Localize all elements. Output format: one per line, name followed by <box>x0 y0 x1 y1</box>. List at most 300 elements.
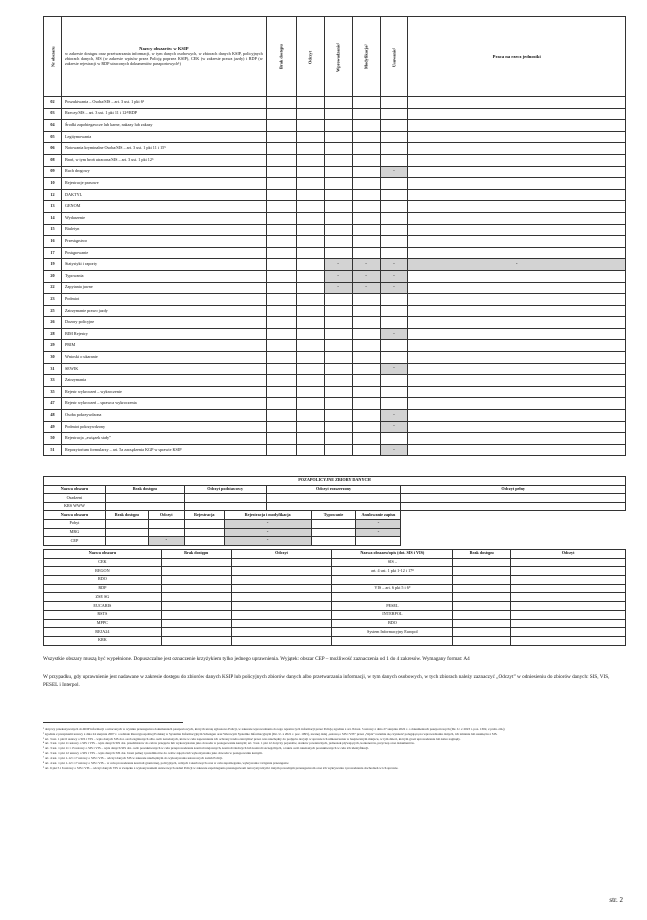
permission-cell[interactable] <box>352 386 380 398</box>
row-number: 31 <box>44 363 62 375</box>
permission-cell[interactable] <box>296 224 324 236</box>
permission-cell[interactable] <box>408 131 626 143</box>
permission-cell[interactable] <box>352 421 380 433</box>
poza-cell[interactable] <box>184 494 266 503</box>
poza-cell[interactable]: - <box>224 519 311 528</box>
permission-cell[interactable] <box>266 294 296 306</box>
permission-cell[interactable] <box>380 120 408 132</box>
permission-cell[interactable] <box>352 305 380 317</box>
permission-cell[interactable] <box>352 340 380 352</box>
other-left-name: CEK <box>44 558 162 567</box>
row-number: 13 <box>44 201 62 213</box>
col-name-desc: w zakresie dostępu oraz przetwarzania informacji, w tym danych osobowych, w zbiorach danych KSIP, policyjnych zbiorach danych, SIS (w zakresie wpisów przez Policję poprzez KSIP), CEK (w zakresie prawa jazdy) i RDP (w zakresie rejestracji w RDP utraconych dokumentów paszportowych¹) <box>64 51 263 67</box>
permission-cell[interactable] <box>408 236 626 248</box>
permission-cell[interactable] <box>296 166 324 178</box>
other-left-brak[interactable] <box>161 567 231 576</box>
poza-cell[interactable] <box>311 537 356 546</box>
row-label: Zapytania jawne <box>61 282 266 294</box>
poza-cell[interactable] <box>266 502 401 511</box>
other-right-brak[interactable] <box>453 602 511 611</box>
other-right-odczyt[interactable] <box>511 558 626 567</box>
permission-cell[interactable] <box>296 328 324 340</box>
col-brak-header: Brak dostępu <box>266 17 296 97</box>
permission-cell[interactable] <box>380 224 408 236</box>
permission-cell[interactable] <box>380 178 408 190</box>
permission-cell[interactable] <box>324 143 352 155</box>
permission-cell[interactable] <box>408 120 626 132</box>
permission-cell[interactable] <box>408 317 626 329</box>
row-number: 30 <box>44 352 62 364</box>
permission-cell[interactable] <box>408 294 626 306</box>
permission-cell[interactable] <box>352 247 380 259</box>
permission-cell[interactable] <box>296 236 324 248</box>
other-left-odczyt[interactable] <box>231 593 332 602</box>
permission-cell[interactable] <box>324 294 352 306</box>
poza-cell[interactable] <box>184 502 266 511</box>
permission-cell[interactable] <box>380 352 408 364</box>
permission-cell[interactable]: - <box>380 363 408 375</box>
other-left-name: RDO <box>44 576 162 585</box>
permission-cell[interactable] <box>266 270 296 282</box>
permission-cell[interactable] <box>380 305 408 317</box>
table-row <box>44 444 626 456</box>
permission-cell[interactable] <box>408 363 626 375</box>
permission-cell[interactable] <box>324 340 352 352</box>
permission-cell[interactable] <box>352 178 380 190</box>
other-left-odczyt[interactable] <box>231 584 332 593</box>
poza-h2-rej: Rejestracja <box>184 511 224 520</box>
permission-cell[interactable] <box>296 259 324 271</box>
permission-cell[interactable] <box>296 444 324 456</box>
permission-cell[interactable] <box>324 166 352 178</box>
permission-cell[interactable] <box>408 444 626 456</box>
permission-cell[interactable] <box>380 131 408 143</box>
permission-cell[interactable] <box>324 154 352 166</box>
permission-cell[interactable] <box>352 236 380 248</box>
permission-cell[interactable] <box>296 270 324 282</box>
permission-cell[interactable] <box>266 201 296 213</box>
row-number: 25 <box>44 305 62 317</box>
other-left-odczyt[interactable] <box>231 610 332 619</box>
permission-cell[interactable] <box>352 212 380 224</box>
permission-cell[interactable] <box>352 328 380 340</box>
permission-cell[interactable] <box>324 178 352 190</box>
permission-cell[interactable] <box>266 444 296 456</box>
permission-cell[interactable] <box>296 108 324 120</box>
permission-cell[interactable] <box>324 212 352 224</box>
other-right-odczyt[interactable] <box>511 593 626 602</box>
permission-cell[interactable] <box>408 398 626 410</box>
permission-cell[interactable]: - <box>352 259 380 271</box>
permission-cell[interactable] <box>266 328 296 340</box>
permission-cell[interactable] <box>296 363 324 375</box>
table-row <box>44 584 626 593</box>
permission-cell[interactable] <box>408 178 626 190</box>
permission-cell[interactable] <box>324 410 352 422</box>
permission-cell[interactable] <box>266 143 296 155</box>
permission-cell[interactable] <box>296 120 324 132</box>
poza-cell[interactable] <box>184 537 224 546</box>
permission-cell[interactable] <box>380 143 408 155</box>
permission-cell[interactable] <box>352 398 380 410</box>
permission-cell[interactable] <box>266 166 296 178</box>
permission-cell[interactable] <box>408 201 626 213</box>
other-left-brak[interactable] <box>161 576 231 585</box>
other-right-brak[interactable] <box>453 584 511 593</box>
permission-cell[interactable] <box>352 363 380 375</box>
other-right-brak[interactable] <box>453 636 511 645</box>
table-row <box>44 97 626 109</box>
permission-cell[interactable] <box>266 131 296 143</box>
permission-cell[interactable]: - <box>324 270 352 282</box>
permission-cell[interactable] <box>296 352 324 364</box>
permission-cell[interactable] <box>352 444 380 456</box>
poza-cell[interactable]: - <box>224 528 311 537</box>
other-right-name: System Informacyjny Europol <box>332 628 453 637</box>
other-left-name: RDP <box>44 584 162 593</box>
permission-cell[interactable] <box>266 178 296 190</box>
permission-cell[interactable] <box>296 247 324 259</box>
permission-cell[interactable] <box>380 154 408 166</box>
row-number: 49 <box>44 421 62 433</box>
permission-cell[interactable]: - <box>380 282 408 294</box>
permission-cell[interactable] <box>324 444 352 456</box>
permission-cell[interactable]: - <box>380 421 408 433</box>
poza-cell[interactable] <box>311 519 356 528</box>
permission-cell[interactable] <box>296 154 324 166</box>
permission-cell[interactable] <box>408 212 626 224</box>
row-label: Broń, w tym broń utracona/SIS – art. 3 ust. 1 pkt 12⁶ <box>61 154 266 166</box>
permission-cell[interactable] <box>408 375 626 387</box>
other-left-brak[interactable] <box>161 619 231 628</box>
permission-cell[interactable] <box>296 97 324 109</box>
permission-cell[interactable] <box>324 421 352 433</box>
poza-cell[interactable] <box>356 537 401 546</box>
other-left-brak[interactable] <box>161 636 231 645</box>
permission-cell[interactable] <box>324 375 352 387</box>
table-row <box>44 143 626 155</box>
permission-cell[interactable] <box>324 247 352 259</box>
permission-cell[interactable] <box>408 352 626 364</box>
permission-cell[interactable] <box>296 189 324 201</box>
permission-cell[interactable] <box>266 375 296 387</box>
permission-cell[interactable] <box>408 270 626 282</box>
row-label: Osoba pokrzywdzona <box>61 410 266 422</box>
permission-cell[interactable] <box>266 189 296 201</box>
permission-cell[interactable] <box>266 410 296 422</box>
poza-cell[interactable]: - <box>356 519 401 528</box>
poza-cell[interactable] <box>148 519 184 528</box>
permission-cell[interactable] <box>324 386 352 398</box>
permission-cell[interactable] <box>296 143 324 155</box>
permission-cell[interactable] <box>380 108 408 120</box>
permission-cell[interactable] <box>266 97 296 109</box>
permission-cell[interactable] <box>266 224 296 236</box>
permission-cell[interactable] <box>324 305 352 317</box>
permission-cell[interactable] <box>352 166 380 178</box>
permission-cell[interactable]: - <box>380 410 408 422</box>
permission-cell[interactable] <box>324 317 352 329</box>
table-row <box>44 189 626 201</box>
permission-cell[interactable] <box>266 352 296 364</box>
other-left-brak[interactable] <box>161 593 231 602</box>
permission-cell[interactable] <box>266 398 296 410</box>
permission-cell[interactable] <box>296 305 324 317</box>
table-row <box>44 328 626 340</box>
table-row <box>44 224 626 236</box>
permission-cell[interactable] <box>380 317 408 329</box>
permission-cell[interactable] <box>408 154 626 166</box>
row-label: DAKTYL <box>61 189 266 201</box>
permission-cell[interactable] <box>352 317 380 329</box>
other-right-odczyt[interactable] <box>511 610 626 619</box>
permission-cell[interactable] <box>324 352 352 364</box>
poza-cell[interactable] <box>105 537 148 546</box>
row-number: 12 <box>44 189 62 201</box>
poza-cell[interactable] <box>105 502 184 511</box>
permission-cell[interactable] <box>380 340 408 352</box>
row-number: 17 <box>44 247 62 259</box>
poza-cell[interactable] <box>105 528 148 537</box>
row-label: Przestępstwo <box>61 236 266 248</box>
other-left-odczyt[interactable] <box>231 576 332 585</box>
permission-cell[interactable]: - <box>380 270 408 282</box>
poza-cell[interactable] <box>148 528 184 537</box>
permission-cell[interactable] <box>408 189 626 201</box>
permission-cell[interactable] <box>408 247 626 259</box>
poza-cell[interactable] <box>266 494 401 503</box>
permission-cell[interactable] <box>296 433 324 445</box>
other-left-odczyt[interactable] <box>231 567 332 576</box>
permission-cell[interactable] <box>380 201 408 213</box>
permission-cell[interactable] <box>408 166 626 178</box>
other-right-odczyt[interactable] <box>511 636 626 645</box>
permission-cell[interactable] <box>352 143 380 155</box>
permission-cell[interactable]: - <box>324 259 352 271</box>
page-number: str. 2 <box>609 896 623 904</box>
permission-cell[interactable] <box>380 236 408 248</box>
other-right-odczyt[interactable] <box>511 628 626 637</box>
permission-cell[interactable] <box>266 317 296 329</box>
permission-cell[interactable] <box>408 410 626 422</box>
permission-cell[interactable] <box>296 375 324 387</box>
other-lh-odczyt: Odczyt <box>231 550 332 559</box>
other-right-odczyt[interactable] <box>511 576 626 585</box>
other-right-odczyt[interactable] <box>511 584 626 593</box>
other-left-brak[interactable] <box>161 602 231 611</box>
permission-cell[interactable] <box>266 340 296 352</box>
permission-cell[interactable] <box>324 97 352 109</box>
other-right-odczyt[interactable] <box>511 619 626 628</box>
other-left-brak[interactable] <box>161 610 231 619</box>
permission-cell[interactable] <box>296 201 324 213</box>
permission-cell[interactable] <box>266 363 296 375</box>
permission-cell[interactable] <box>296 421 324 433</box>
permission-cell[interactable] <box>380 433 408 445</box>
footnote: ⁶ art. 3 ust. 1 pkt 12 ustawy o SIS i VIS – wpis danych SIS dot. broni palnej i przedmiotów do celów zajęcia lub wykorzystania jako dowodu w postępowaniu karnym. <box>43 751 263 756</box>
permission-cell[interactable] <box>266 305 296 317</box>
other-left-odczyt[interactable] <box>231 628 332 637</box>
other-right-brak[interactable] <box>453 558 511 567</box>
permission-cell[interactable] <box>296 131 324 143</box>
row-label: Podmiot pokrzywdzony <box>61 421 266 433</box>
permission-cell[interactable] <box>266 154 296 166</box>
row-number: 10 <box>44 178 62 190</box>
permission-cell[interactable] <box>352 201 380 213</box>
permission-cell[interactable] <box>352 433 380 445</box>
permission-cell[interactable] <box>380 97 408 109</box>
permission-cell[interactable] <box>380 386 408 398</box>
other-left-odczyt[interactable] <box>231 602 332 611</box>
other-right-odczyt[interactable] <box>511 602 626 611</box>
row-label: Rejestracja „związek stały” <box>61 433 266 445</box>
permission-cell[interactable]: - <box>352 282 380 294</box>
poza-cell[interactable] <box>105 494 184 503</box>
permission-cell[interactable] <box>352 375 380 387</box>
permission-cell[interactable] <box>266 433 296 445</box>
row-label: Podmiot <box>61 294 266 306</box>
other-right-brak[interactable] <box>453 567 511 576</box>
poza-cell[interactable] <box>184 519 224 528</box>
poza-cell[interactable]: - <box>356 528 401 537</box>
other-left-odczyt[interactable] <box>231 636 332 645</box>
permission-cell[interactable] <box>324 398 352 410</box>
permission-cell[interactable] <box>324 236 352 248</box>
other-right-brak[interactable] <box>453 610 511 619</box>
row-number: 03 <box>44 108 62 120</box>
permission-cell[interactable] <box>380 398 408 410</box>
other-right-odczyt[interactable] <box>511 567 626 576</box>
other-right-brak[interactable] <box>453 619 511 628</box>
poza-cell[interactable]: - <box>148 537 184 546</box>
row-label: Rejestr wykroczeń – sprawca wykroczenia <box>61 398 266 410</box>
permission-cell[interactable] <box>324 363 352 375</box>
other-left-brak[interactable] <box>161 558 231 567</box>
permission-cell[interactable]: - <box>352 270 380 282</box>
permission-cell[interactable] <box>408 386 626 398</box>
col-name-header <box>61 17 266 97</box>
other-right-brak[interactable] <box>453 628 511 637</box>
other-rh-brak: Brak dostępu <box>453 550 511 559</box>
permission-cell[interactable] <box>266 236 296 248</box>
permission-cell[interactable] <box>266 212 296 224</box>
permission-cell[interactable]: - <box>408 259 626 271</box>
permission-cell[interactable] <box>324 131 352 143</box>
permission-cell[interactable] <box>296 178 324 190</box>
permission-cell[interactable] <box>352 131 380 143</box>
permission-cell[interactable] <box>408 421 626 433</box>
permission-cell[interactable] <box>408 433 626 445</box>
permission-cell[interactable] <box>324 328 352 340</box>
permission-cell[interactable] <box>296 386 324 398</box>
permission-cell[interactable] <box>266 386 296 398</box>
permission-cell[interactable] <box>408 143 626 155</box>
permission-cell[interactable] <box>266 421 296 433</box>
permission-cell[interactable]: - <box>380 328 408 340</box>
permission-cell[interactable] <box>352 410 380 422</box>
other-left-brak[interactable] <box>161 628 231 637</box>
permission-cell[interactable] <box>324 108 352 120</box>
table-row <box>44 375 626 387</box>
permission-cell[interactable] <box>296 340 324 352</box>
permission-cell[interactable]: - <box>380 444 408 456</box>
poza-cell[interactable]: - <box>224 537 311 546</box>
row-label: Rejestr wykroczeń – wykroczenie <box>61 386 266 398</box>
other-left-odczyt[interactable] <box>231 558 332 567</box>
permission-cell[interactable]: - <box>380 259 408 271</box>
permission-cell[interactable] <box>324 433 352 445</box>
permission-cell[interactable] <box>352 97 380 109</box>
table-row <box>44 352 626 364</box>
other-right-brak[interactable] <box>453 593 511 602</box>
permission-cell[interactable] <box>266 120 296 132</box>
other-right-name: INTERPOL <box>332 610 453 619</box>
permission-cell[interactable] <box>408 328 626 340</box>
permission-cell[interactable]: - <box>324 282 352 294</box>
permission-cell[interactable] <box>380 212 408 224</box>
permission-cell[interactable] <box>352 224 380 236</box>
permission-cell[interactable] <box>296 212 324 224</box>
permission-cell[interactable] <box>380 247 408 259</box>
permission-cell[interactable] <box>408 340 626 352</box>
permission-cell[interactable] <box>408 305 626 317</box>
poza-cell[interactable] <box>311 528 356 537</box>
permission-cell[interactable] <box>408 224 626 236</box>
permission-cell[interactable] <box>352 120 380 132</box>
poza-cell[interactable] <box>401 494 626 503</box>
other-right-brak[interactable] <box>453 576 511 585</box>
permission-cell[interactable] <box>266 282 296 294</box>
permission-cell[interactable] <box>296 294 324 306</box>
permission-cell[interactable] <box>266 259 296 271</box>
permission-cell[interactable] <box>324 189 352 201</box>
permission-cell[interactable] <box>352 108 380 120</box>
other-left-brak[interactable] <box>161 584 231 593</box>
poza-cell[interactable] <box>105 519 148 528</box>
note-fill-all: Wszystkie obszary muszą być wypełnione. Dopuszczalne jest oznaczenie krzyżykiem tylko jednego uprawnienia. Wyjątek: obszar CEP – możliwość zaznaczenia od 1 do 4 zakresów. Wymagany format: A4 <box>43 656 470 662</box>
permission-cell[interactable]: - <box>380 166 408 178</box>
poza-cell[interactable] <box>401 502 626 511</box>
permission-cell[interactable] <box>352 154 380 166</box>
permission-cell[interactable] <box>324 120 352 132</box>
permission-cell[interactable] <box>352 352 380 364</box>
permission-cell[interactable] <box>296 317 324 329</box>
permission-cell[interactable] <box>296 410 324 422</box>
poza-cell[interactable] <box>184 528 224 537</box>
permission-cell[interactable] <box>352 189 380 201</box>
poza-h2-typ: Typowanie <box>311 511 356 520</box>
permission-cell[interactable] <box>380 294 408 306</box>
permission-cell[interactable] <box>324 201 352 213</box>
permission-cell[interactable] <box>408 282 626 294</box>
row-number: 09 <box>44 166 62 178</box>
other-rh-name: Nazwa obszaru/opis (dot. SIS i VIS) <box>332 550 453 559</box>
table-row <box>44 201 626 213</box>
other-left-odczyt[interactable] <box>231 619 332 628</box>
permission-cell[interactable] <box>408 97 626 109</box>
permission-cell[interactable] <box>380 189 408 201</box>
permission-cell[interactable] <box>296 398 324 410</box>
permission-cell[interactable] <box>352 294 380 306</box>
permission-cell[interactable] <box>380 375 408 387</box>
permission-cell[interactable] <box>266 247 296 259</box>
footnotes <box>43 727 625 770</box>
permission-cell[interactable] <box>296 282 324 294</box>
table-row <box>44 131 626 143</box>
permission-cell[interactable] <box>266 108 296 120</box>
permission-cell[interactable] <box>408 108 626 120</box>
permission-cell[interactable] <box>324 224 352 236</box>
